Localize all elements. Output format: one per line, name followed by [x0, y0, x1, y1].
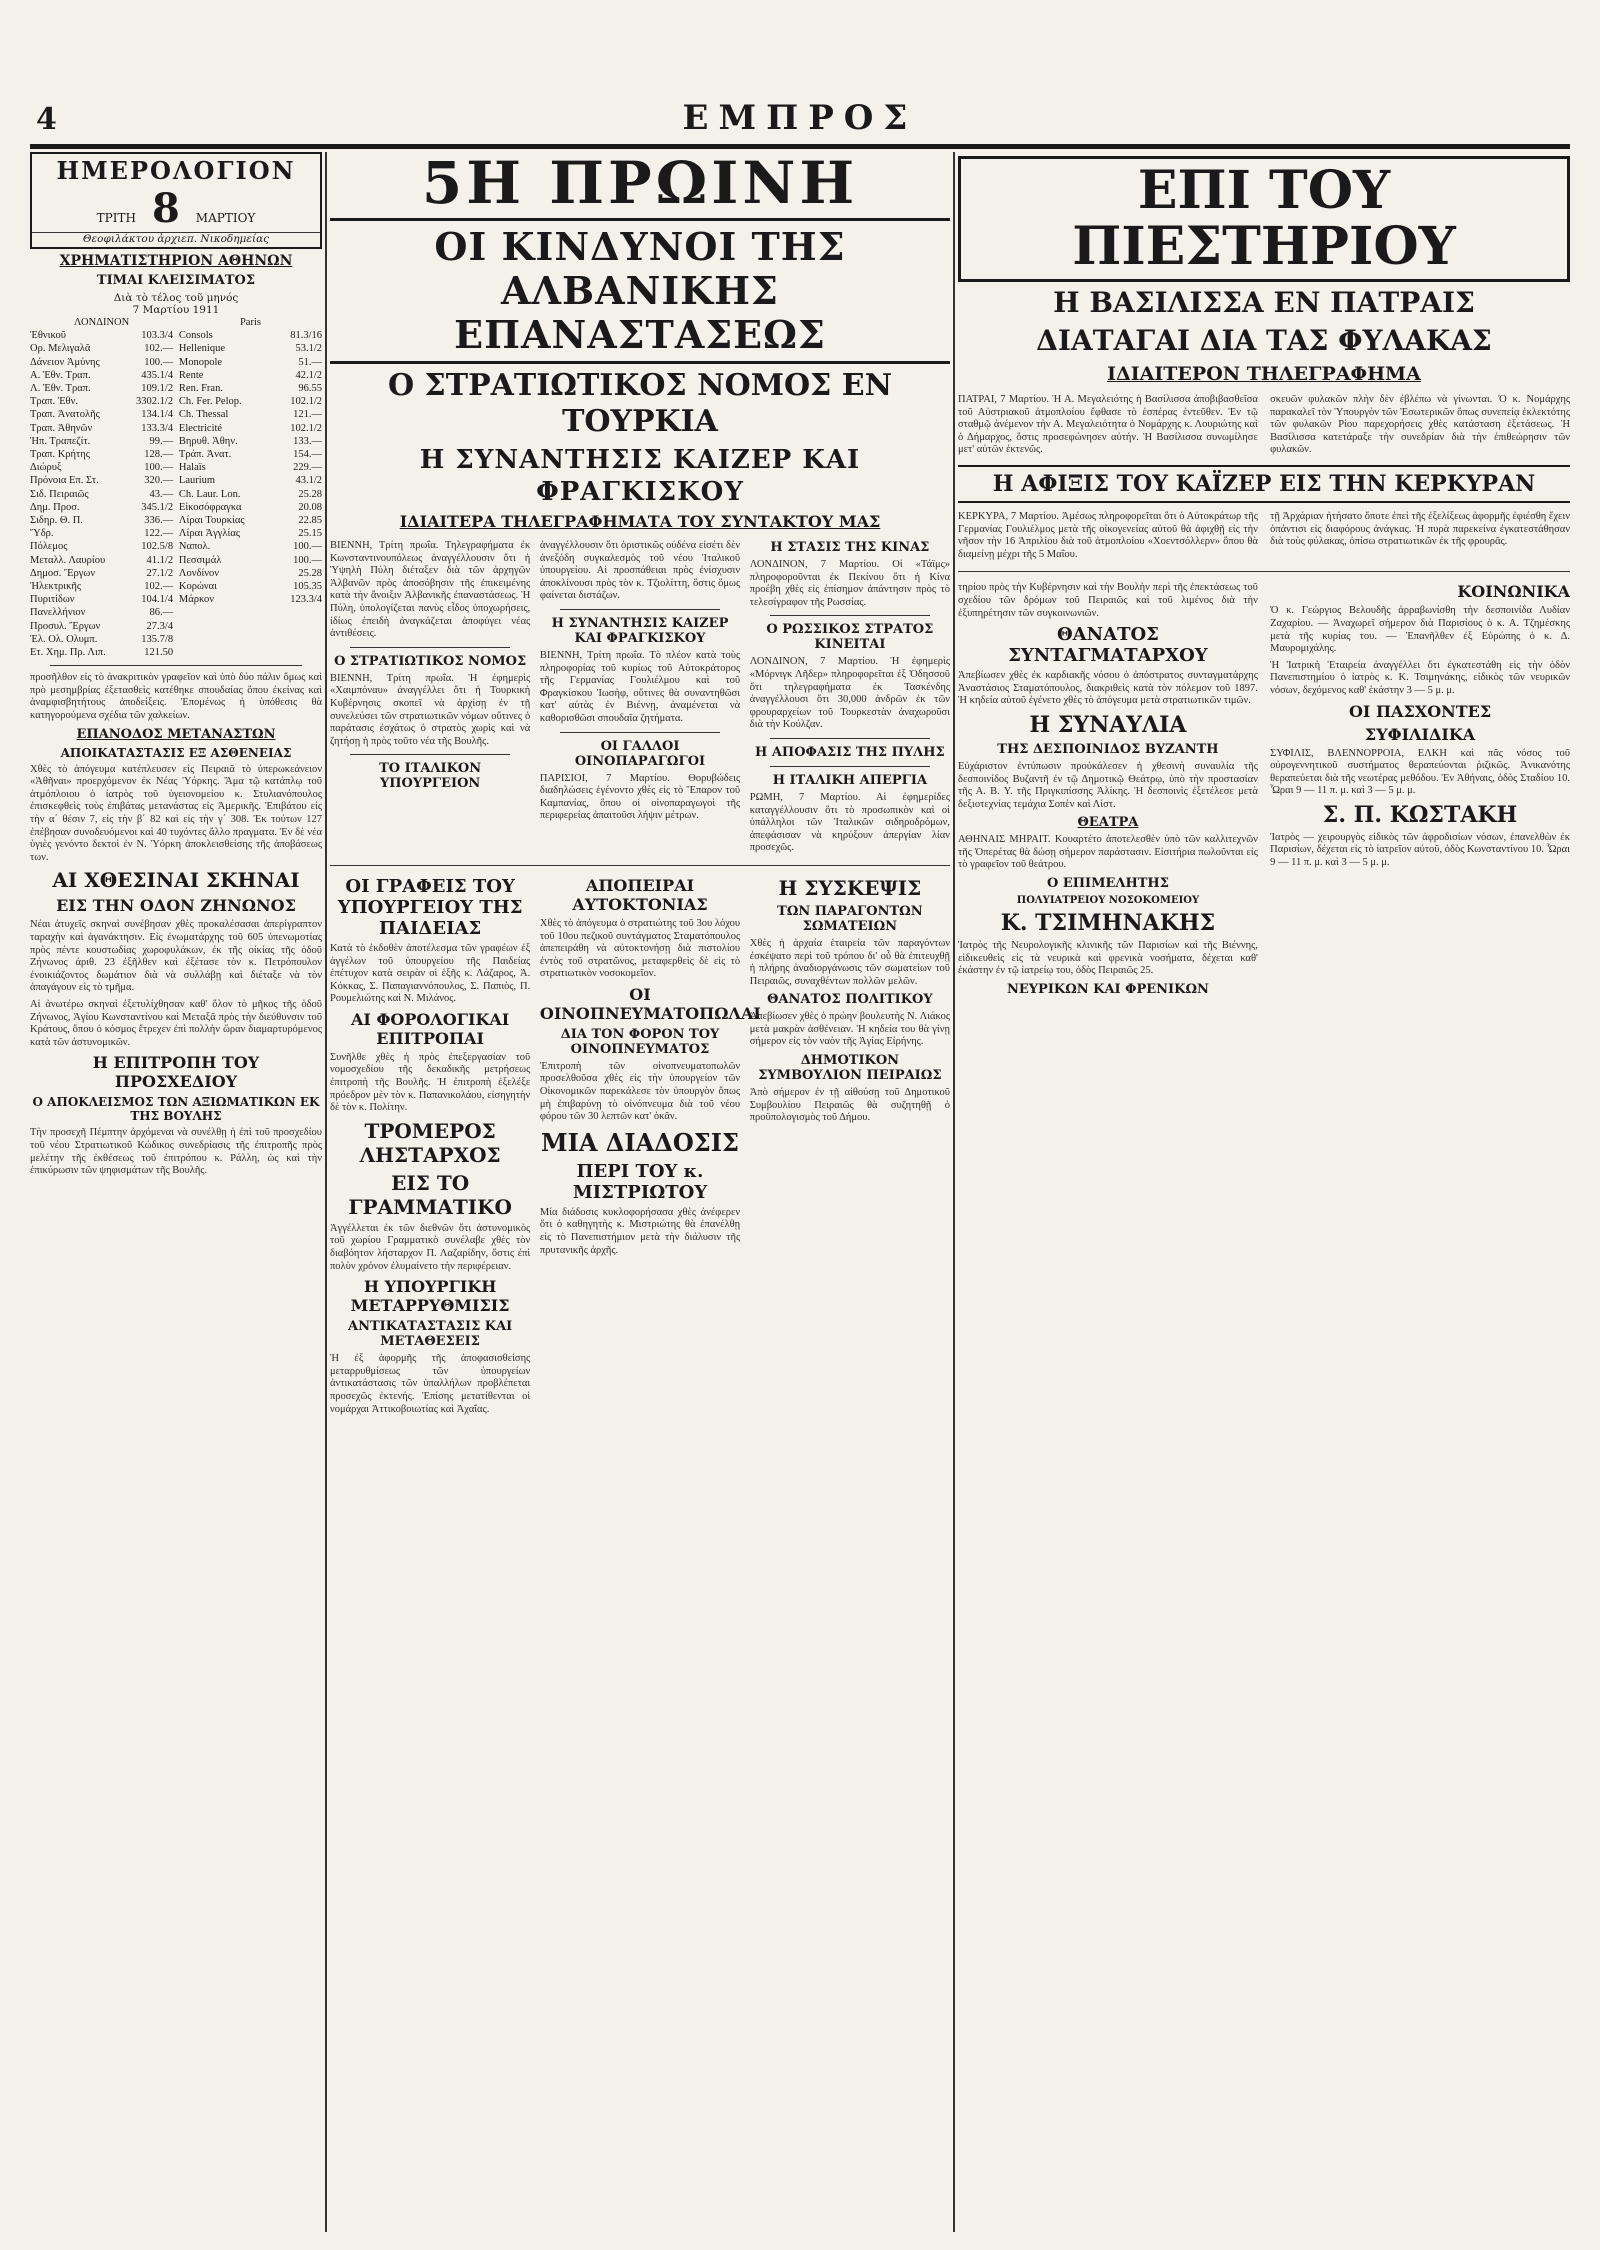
- market-row-value: 104.1/4: [141, 594, 174, 606]
- article-text: ἀναγγέλλουσιν ὅτι ὁριστικῶς οὐδένα εἰσέτι δὲν ἀνεξόδη συγκαλεσμὸς τοῦ νέου Ἰταλικοῦ ὑπουργείου. Αἱ προσπάθειαι πρὸς ἐνίσχυσιν ἀποκλίνουσι πρὸς τὸν κ. Τζιολίττη, ὅστις ὅμως φαίνεται διστάζων.: [539, 540, 741, 602]
- paper-name: ΕΜΠΡΟΣ: [682, 98, 918, 138]
- market-row-name: Τράπ. Ἀνατ.: [178, 449, 232, 461]
- article-text: Αἱ ἀνωτέρω σκηναὶ ἐξετυλίχθησαν καθ' ὅλον τὸ μῆκος τῆς ὁδοῦ Ζήνωνος, Ἀγίου Κωνσταντίνου καὶ Μεταξᾶ πρὸς τὴν διεύθυνσιν τοῦ Κράτους, ὅπου ὁ κόσμος ἔτρεχεν ἐπὶ πολλὴν ὥραν διαμαρτυρόμενος κατὰ τῶν ἀστυνομικῶν.: [30, 998, 322, 1048]
- market-row-value: 102.5/8: [141, 541, 174, 553]
- market-row-value: 25.28: [298, 488, 322, 500]
- separator: [770, 738, 930, 739]
- market-row: [30, 540, 173, 553]
- market-row: [179, 369, 322, 382]
- subheadline-association-meeting: ΤΩΝ ΠΑΡΑΓΟΝΤΩΝ ΣΩΜΑΤΕΙΩΝ: [777, 903, 923, 934]
- article-text: ΠΑΡΙΣΙΟΙ, 7 Μαρτίου. Θορυβώδεις διαδηλώσεις ἐγένοντο χθὲς εἰς τὸ Ἔπαρον τοῦ Καμπανίας, ὅπου οἱ οἰνοπαραγωγοὶ τῆς περιφερείας ἀπαιτοῦσι λήψιν μέτρων.: [539, 772, 741, 822]
- market-row-value: 133.3/4: [141, 422, 174, 434]
- headline-social: ΚΟΙΝΩΝΙΚΑ: [1457, 582, 1570, 602]
- market-row: [30, 461, 173, 474]
- market-row-value: 121.—: [293, 409, 322, 421]
- subheadline-concert: ΤΗΣ ΔΕΣΠΟΙΝΙΔΟΣ ΒΥΖΑΝΤΗ: [997, 741, 1219, 757]
- separator: [50, 665, 302, 666]
- market-row: [30, 488, 173, 501]
- market-row: [30, 408, 173, 421]
- market-note: Διὰ τὸ τέλος τοῦ μηνός: [113, 292, 239, 304]
- market-row: [30, 435, 173, 448]
- market-row: [30, 514, 173, 527]
- article-text: Ἰατρὸς τῆς Νευρολογικῆς κλινικῆς τῶν Παρισίων καὶ τῆς Βιέννης, εἰδικευθεὶς εἰς τὰ νευρικὰ καὶ φρενικὰ νοσήματα, δέχεται καθ' ἑκάστην ἐν τῷ ἰατρείῳ του, ὁδὸς Πειραιῶς 25.: [958, 940, 1258, 977]
- market-row: [179, 501, 322, 514]
- headline-concert: Η ΣΥΝΑΥΛΙΑ: [1029, 711, 1187, 738]
- market-row-name: Μεταλλ. Λαυρίου: [30, 554, 106, 566]
- market-row-name: Α. Ἐθν. Τραπ.: [30, 369, 91, 381]
- right-mid-subcolumn-2: [1270, 507, 1570, 565]
- market-row-value: 100.—: [144, 356, 174, 368]
- market-row: [30, 633, 173, 646]
- market-row: [30, 342, 173, 355]
- market-row-name: Πόλεμος: [30, 541, 68, 553]
- market-row-name: Βηρυθ. Ἀθην.: [178, 435, 238, 447]
- market-row-value: 27.1/2: [146, 567, 174, 579]
- market-row-value: 320.—: [144, 475, 174, 487]
- right-column: [958, 152, 1570, 2232]
- market-row-value: 135.7/8: [141, 633, 174, 645]
- middle-lower-subcolumns: [330, 872, 950, 1420]
- right-lower-subcolumn-1: [958, 578, 1258, 1001]
- ad-doctor-2: Σ. Π. ΚΩΣΤΑΚΗ: [1322, 801, 1518, 828]
- market-row: [30, 329, 173, 342]
- headline-plague: Η ΑΠΟΦΑΣΙΣ ΤΗΣ ΠΥΛΗΣ: [755, 744, 945, 760]
- market-row-value: 105.35: [293, 581, 322, 593]
- article-text: Εὐχάριστον ἐντύπωσιν προὐκάλεσεν ἡ χθεσινὴ συναυλία τῆς δεσποινίδος Βυζαντῆ ἐν τῷ Δημοτικῷ Θεάτρῳ, ὑπὸ τὴν προστασίαν τῆς Α. Β. Υ. τῆς Πριγκιπίσσης Ἀλίκης. Ἡ δεσποινὶς ἐξετέλεσε μετὰ δεξιοτεχνίας τεμάχια Σοπὲν καὶ Λίστ.: [958, 760, 1258, 810]
- market-row-value: 229.—: [293, 462, 322, 474]
- separator: [330, 865, 950, 866]
- article-text: Συνῆλθε χθὲς ἡ πρὸς ἐπεξεργασίαν τοῦ νομοσχεδίου τῆς δεκαδικῆς μετρήσεως ἐπιτροπὴ τῆς Βουλῆς. Ἡ ἐπιτροπὴ ἐξελέξε πρόεδρον μὲν τὸν κ. Παπανικολάου, εἰσηγητὴν δὲ τὸν κ. Πολίτην.: [330, 1051, 531, 1114]
- article-text: Ἀπὸ σήμερον ἐν τῇ αἰθούσῃ τοῦ Δημοτικοῦ Συμβουλίου Πειραιῶς θὰ συζητηθῇ ὁ προϋπολογισμὸς τοῦ Δήμου.: [749, 1087, 950, 1124]
- market-row-value: 102.—: [144, 581, 174, 593]
- market-left-list: [30, 316, 173, 659]
- banner-albanian: ΟΙ ΚΙΝΔΥΝΟΙ ΤΗΣ ΑΛΒΑΝΙΚΗΣ ΕΠΑΝΑΣΤΑΣΕΩΣ: [330, 218, 950, 364]
- headline-tax-committees: ΑΙ ΦΟΡΟΛΟΓΙΚΑΙ ΕΠΙΤΡΟΠΑΙ: [350, 1009, 510, 1048]
- market-row-name: Σιδηρ. Θ. Π.: [30, 515, 83, 527]
- market-row-name: Δημ. Προσ.: [30, 501, 80, 513]
- middle-subcolumn-2: [540, 536, 740, 859]
- headline-china: Η ΣΤΑΣΙΣ ΤΗΣ ΚΙΝΑΣ: [770, 540, 930, 555]
- market-row: [179, 448, 322, 461]
- market-row: [30, 356, 173, 369]
- separator: [560, 732, 720, 733]
- market-row-name: Ch. Thessal: [178, 409, 229, 421]
- subheadline-spirits: ΔΙΑ ΤΟΝ ΦΟΡΟΝ ΤΟΥ ΟΙΝΟΠΝΕΥΜΑΤΟΣ: [560, 1026, 720, 1057]
- market-row-value: 122.—: [144, 528, 174, 540]
- headline-military-law: Ο ΣΤΡΑΤΙΩΤΙΚΟΣ ΝΟΜΟΣ: [334, 653, 527, 669]
- article-text: ΠΑΤΡΑΙ, 7 Μαρτίου. Ἡ Α. Μεγαλειότης ἡ Βασίλισσα ἀποβιβασθεῖσα τοῦ Αὐστριακοῦ ἀτμοπλοίου ἔφθασε τὸ ἑσπέρας ἐντεῦθεν. Ἐν τῷ σταθμῷ ἀνέμενον τὴν Α. Μεγαλειότητα ὁ Νομάρχης κ. Λουριώτης καὶ ὁ Δήμαρχος, ὅστις προσεφώνησεν αὐτήν. Ἡ Βασίλισσα συνωμίλησε μετ' αὐτῶν ἐκτενῶς.: [958, 394, 1258, 456]
- market-row-value: 41.1/2: [146, 554, 174, 566]
- market-row-name: Consols: [178, 330, 213, 342]
- market-row-value: 336.—: [144, 515, 174, 527]
- market-row-value: 100.—: [293, 554, 322, 566]
- market-row-value: 27.3/4: [146, 620, 174, 632]
- market-row: [179, 567, 322, 580]
- market-row: [30, 527, 173, 540]
- headline-italian-strike: Η ΙΤΑΛΙΚΗ ΑΠΕΡΓΙΑ: [772, 772, 928, 788]
- market-row-value: 81.3/16: [290, 330, 322, 342]
- market-row: [179, 514, 322, 527]
- banner-military-law: Ο ΣΤΡΑΤΙΩΤΙΚΟΣ ΝΟΜΟΣ ΕΝ ΤΟΥΡΚΙΑ: [387, 368, 893, 439]
- banner-meeting: Η ΣΥΝΑΝΤΗΣΙΣ ΚΑΙΖΕΡ ΚΑΙ ΦΡΑΓΚΙΣΚΟΥ: [419, 445, 861, 507]
- subheadline-doctors: ΣΥΦΙΛΙΔΙΚΑ: [1364, 724, 1476, 744]
- market-row-value: 435.1/4: [141, 369, 174, 381]
- market-row-name: Δημοσ. Ἔργων: [30, 567, 96, 579]
- market-row: [179, 474, 322, 487]
- market-row: [179, 540, 322, 553]
- calendar-title: ΗΜΕΡΟΛΟΓΙΟΝ: [56, 156, 296, 185]
- headline-major-death: ΘΑΝΑΤΟΣ ΣΥΝΤΑΓΜΑΤΑΡΧΟΥ: [1008, 624, 1208, 667]
- article-text: προσῆλθον εἰς τὸ ἀνακριτικὸν γραφεῖον καὶ ὑπὸ δύο πάλιν ὅμως καὶ πρὸ μεσημβρίας ἐξετασθεὶς κατέθηκε σπουδαίας ὅπου ἐκείνας καὶ ἀναμφισβητήτους ἀποδείξεις. Ἐπομένως ἡ ὑπόθεσις θὰ κατηγορούμενα σχέδια τῶν χαλκείων.: [30, 672, 322, 722]
- market-table: [30, 316, 322, 659]
- headline-theatre: ΘΕΑΤΡΑ: [1077, 815, 1139, 831]
- market-row: [179, 342, 322, 355]
- market-row-name: Ren. Fran.: [178, 383, 223, 395]
- market-row-value: 25.28: [298, 567, 322, 579]
- market-row-name: Ετ. Χημ. Πρ. Λιπ.: [30, 647, 106, 659]
- market-row-name: Ὕδρ.: [30, 528, 54, 540]
- right-lower-subcolumn-2: [1270, 578, 1570, 1001]
- headline-offices: ΟΙ ΓΡΑΦΕΙΣ ΤΟΥ ΥΠΟΥΡΓΕΙΟΥ ΤΗΣ ΠΑΙΔΕΙΑΣ: [337, 875, 523, 939]
- right-subcolumn-1: [958, 390, 1258, 461]
- market-row-value: 102.1/2: [290, 396, 322, 408]
- separator: [770, 615, 930, 616]
- article-text: Ἡ Ἰατρικὴ Ἑταιρεία ἀναγγέλλει ὅτι ἐγκατεστάθη εἰς τὴν ὁδὸν Πανεπιστημίου ὁ ἰατρὸς κ. Κ. Τσιμηνάκης, εἰδικὸς τῶν νευρικῶν νόσων, δεχόμενος καθ' ἑκάστην 3 — 5 μ. μ.: [1270, 659, 1570, 696]
- market-row-name: Λίραι Τουρκίας: [178, 515, 245, 527]
- masthead: [30, 98, 1570, 142]
- headline-italian-ministry: ΤΟ ΙΤΑΛΙΚΟΝ ΥΠΟΥΡΓΕΙΟΝ: [379, 761, 482, 792]
- market-row-name: Λίραι Ἀγγλίας: [178, 528, 240, 540]
- right-mid-subcolumn-1: [958, 507, 1258, 565]
- calendar-weekday: ΤΡΙΤΗ: [96, 211, 136, 225]
- market-row-name: Ch. Laur. Lon.: [178, 488, 241, 500]
- ad-doctor-1: Κ. ΤΣΙΜΗΝΑΚΗΣ: [1000, 910, 1216, 937]
- article-text: Ἀπεβίωσεν χθὲς ἐκ καρδιακῆς νόσου ὁ ἀπόστρατος συνταγματάρχης Ἀναστάσιος Σταματόπουλος, διακριθεὶς κατὰ τὸν πόλεμον τοῦ 1897. Ἡ κηδεία αὐτοῦ ἐγένετο χθὲς τὸ ἀπόγευμα μετὰ στρατιωτικῶν τιμῶν.: [958, 670, 1258, 707]
- headline-doctors: ΟΙ ΠΑΣΧΟΝΤΕΣ: [1348, 701, 1492, 721]
- middle-lower-subcolumn-3: [750, 872, 950, 1420]
- banner-press: ΕΠΙ ΤΟΥ ΠΙΕΣΤΗΡΙΟΥ: [958, 156, 1570, 282]
- article-text: Ἀπεβίωσεν χθὲς ὁ πρώην βουλευτὴς Ν. Λιάκος μετὰ μακρὰν ἀσθένειαν. Ἡ κηδεία του θὰ γίνῃ σήμερον εἰς τὸν ναὸν τῆς Ἁγίας Εἰρήνης.: [749, 1011, 950, 1048]
- article-text: Χθὲς ἡ ἀρχαία ἑταιρεία τῶν παραγόντων ἐσκέψατο περὶ τοῦ τρόπου δι' οὗ θὰ ἐπιτευχθῇ ἡ πλήρης ἀναδιοργάνωσις τῶν σωματείων τοῦ Πειραιῶς, συναχθέντων πολλῶν μελῶν.: [749, 937, 950, 987]
- banner-telegrams: ΙΔΙΑΙΤΕΡΑ ΤΗΛΕΓΡΑΦΗΜΑΤΑ ΤΟΥ ΣΥΝΤΑΚΤΟΥ ΜΑΣ: [399, 512, 881, 531]
- right-lower-subcolumns: [958, 578, 1570, 1001]
- market-row: [30, 382, 173, 395]
- market-row: [30, 395, 173, 408]
- subheadline-committee: Ο ΑΠΟΚΛΕΙΣΜΟΣ ΤΩΝ ΑΞΙΩΜΑΤΙΚΩΝ ΕΚ ΤΗΣ ΒΟΥΛΗΣ: [32, 1095, 320, 1124]
- market-row-name: Rente: [178, 369, 204, 381]
- market-row-value: 86.—: [149, 607, 174, 619]
- market-row-name: Λ. Ἐθν. Τραπ.: [30, 383, 91, 395]
- market-row-name: Electricité: [178, 422, 223, 434]
- masthead-rule: [30, 144, 1570, 149]
- separator: [958, 571, 1570, 572]
- market-row: [30, 501, 173, 514]
- article-text: Χθὲς τὸ ἀπόγευμα ὁ στρατιώτης τοῦ 3ου λόχου τοῦ 10ου πεζικοῦ συντάγματος Σταματόπουλος ἀπεπειράθη νὰ αὐτοκτονήσῃ διὰ πιστολίου ἐντὸς τοῦ στρατῶνος, μεταφερθεὶς δὲ εἰς τὸ στρατιωτικὸν νοσοκομεῖον.: [539, 917, 741, 980]
- market-row-name: Hellenique: [178, 343, 225, 355]
- article-text: ΚΕΡΚΥΡΑ, 7 Μαρτίου. Ἀμέσως πληροφορεῖται ὅτι ὁ Αὐτοκράτωρ τῆς Γερμανίας Γουλιέλμος μετὰ τῆς οἰκογενείας αὐτοῦ θὰ ἀφιχθῇ εἰς τὴν νῆσον τὴν 16 Ἀπριλίου διὰ τοῦ ἀτμοπλοίου «Χοεντσόλλερν» ὅπου θὰ διαμείνῃ μέχρι τῆς 5 Μαΐου.: [958, 510, 1258, 560]
- market-right-label: Paris: [239, 317, 261, 328]
- middle-subcolumn-1: [330, 536, 530, 859]
- market-row-value: 43.1/2: [295, 475, 322, 487]
- market-row: [30, 369, 173, 382]
- article-text: Ἐπιτροπὴ τῶν οἰνοπνευματοπωλῶν προσελθοῦσα χθὲς εἰς τὴν ὑπουργείον τῶν Οἰκονομικῶν παρεκάλεσε τὸν ὑπουργὸν ὅπως μὴ ἐπιβαρύνῃ τὸ οἰνόπνευμα διὰ τοῦ νέου φόρου τῶν 30 λεπτῶν κατ' ὀκᾶν.: [539, 1060, 741, 1123]
- market-row-value: 102.—: [144, 343, 174, 355]
- headline-scenes: ΑΙ ΧΘΕΣΙΝΑΙ ΣΚΗΝΑΙ: [52, 868, 300, 893]
- calendar-day: 8: [151, 185, 180, 232]
- market-row-name: Τραπ. Ἐθν.: [30, 396, 78, 408]
- market-row-name: Τραπ. Κρήτης: [30, 449, 90, 461]
- separator: [350, 754, 510, 755]
- market-heading: ΧΡΗΜΑΤΙΣΤΗΡΙΟΝ ΑΘΗΝΩΝ: [59, 253, 293, 269]
- headline-suicides: ΑΠΟΠΕΙΡΑΙ ΑΥΤΟΚΤΟΝΙΑΣ: [572, 875, 708, 914]
- article-text: Κατὰ τὸ ἐκδοθὲν ἀποτέλεσμα τῶν γραφέων ἐξ ἀγγέλων τοῦ ὑπουργείου τῆς Παιδείας ἐπέτυχον κατὰ σειρὰν οἱ ἑξῆς κ. Λάζαρος, Ἀ. Κόκκας, Σ. Παπαγιαννόπουλος, Σ. Παπιὸς, Π. Ρουμελιώτης καὶ Ν. Μιλάνος.: [330, 942, 531, 1005]
- market-row-name: Ορ. Μελιγαλᾶ: [30, 343, 91, 355]
- market-row-value: 154.—: [293, 449, 322, 461]
- market-row-name: Πυριτίδων: [30, 594, 75, 606]
- headline-return: ΕΠΑΝΟΔΟΣ ΜΕΤΑΝΑΣΤΩΝ: [76, 726, 276, 742]
- market-row-name: Τραπ. Ἀθηνῶν: [30, 422, 93, 434]
- article-text: Ὁ κ. Γεώργιος Βελουδῆς ἀρραβωνίσθη τὴν δεσποινίδα Λυδίαν Ζαχαρίου. — Ἀναχωρεῖ σήμερον διὰ Παρισίους ὁ κ. Α. Τζημέσκης μετὰ τῆς κυρίας του. — Ἐπανῆλθεν ἐξ Εὐρώπης ὁ κ. Δ. Μαυρομιχάλης.: [1270, 605, 1570, 655]
- middle-column: [330, 152, 950, 2232]
- market-row-name: Μάρκον: [178, 594, 215, 606]
- article-text: ΒΙΕΝΝΗ, Τρίτη πρωΐα. Τηλεγραφήματα ἐκ Κωνσταντινουπόλεως ἀναγγέλλουσιν ὅτι ἡ Ὑψηλὴ Πύλη διέταξεν διὰ τῶν ἀρχηγῶν Ἀλβανῶν πρὸς ἀποσόβησιν τῆς ἐπικειμένης κατὰ τὴν ἄνοιξιν Ἀλβανικῆς ἐπαναστάσεως. Ἡ Πύλη, ὑπολογίζεται πανὺς εἶδος ὑποχωρήσεις, ἰδίως ἐπειδὴ ἀναγκάζεται ἀποφύγει νέας ἀντιθέσεις.: [330, 540, 531, 640]
- article-text: Ἰατρὸς — χειρουργὸς εἰδικὸς τῶν ἀφροδισίων νόσων, ἐπανελθὼν ἐκ Παρισίων, δέχεται εἰς τὸ ἰατρεῖον αὐτοῦ, ὁδὸς Κωνσταντίνου 10. Ὧραι 9 — 11 π. μ. καὶ 3 — 5 μ. μ.: [1270, 831, 1570, 869]
- market-row-value: 99.—: [149, 435, 174, 447]
- market-row: [179, 488, 322, 501]
- market-row-value: 22.85: [298, 515, 322, 527]
- headline-russian-army: Ο ΡΩΣΣΙΚΟΣ ΣΤΡΑΤΟΣ ΚΙΝΕΙΤΑΙ: [766, 622, 934, 653]
- market-row-name: Monopole: [178, 356, 223, 368]
- headline-ministerial: Η ΥΠΟΥΡΓΙΚΗ ΜΕΤΑΡΡΥΘΜΙΣΙΣ: [350, 1277, 510, 1316]
- calendar-box: [30, 152, 322, 249]
- market-row-value: 133.—: [293, 435, 322, 447]
- market-row-name: Ἐθνικοῦ: [30, 330, 66, 342]
- market-row-value: 128.—: [144, 449, 174, 461]
- market-row: [30, 620, 173, 633]
- headline-association-meeting: Η ΣΥΣΚΕΨΙΣ: [778, 875, 922, 900]
- headline-winegrowers: ΟΙ ΓΑΛΛΟΙ ΟΙΝΟΠΑΡΑΓΩΓΟΙ: [574, 738, 706, 769]
- market-row: [179, 580, 322, 593]
- market-row-value: 25.15: [298, 528, 322, 540]
- market-row-name: Εἰκοσόφραγκα: [178, 501, 242, 513]
- article-text: Τὴν προσεχῆ Πέμπτην ἀρχόμεναι νὰ συνέλθῃ ἡ ἐπὶ τοῦ προσχεδίου τοῦ νέου Στρατιωτικοῦ Κώδικος συνεδρίασις τῆς ἐπιτροπῆς πρὸς μελέτην τῆς ἐκθέσεως τοῦ ἐπιτρόπου κ. Ράλλη, ὡς καὶ τὴν ἐπικύρωσιν τῶν ψηφισμάτων τῆς Βουλῆς.: [30, 1127, 322, 1177]
- article-text: ΛΟΝΔΙΝΟΝ, 7 Μαρτίου. Ἡ ἐφημερὶς «Μόρνιγκ Λῆδερ» πληροφορεῖται ἐξ Ὀδησσοῦ ὅτι τηλεγραφήματα ἐκ Τασκένδης ἀναγγέλλουσι ὅτι 30,000 ἀνδρῶν ἐκ τῶν φρουραρχείων τοῦ Τουρκεστὰν ἀναχωροῦσι διὰ τὴν Κούλζαν.: [749, 656, 950, 731]
- market-row-value: 100.—: [144, 462, 174, 474]
- column-divider: [953, 152, 955, 2232]
- article-text: ΒΙΕΝΝΗ, Τρίτη πρωΐα. Τὸ πλέον κατὰ τοὺς πληροφορίας τοῦ κυρίως τοῦ Αὐτοκράτορος τῆς Γερμανίας Γουλιέλμου καὶ τοῦ Φραγκίσκου Ἰωσὴφ, οὕτινες θὰ συναντηθῶσι κατ' αὐτὰς ἐν Βιέννῃ, ἀναμένεται νὰ καθορισθῶσι σπουδαῖα ζητήματα.: [539, 649, 741, 724]
- column-divider: [325, 152, 327, 2232]
- market-row-value: 103.3/4: [141, 330, 174, 342]
- market-row: [179, 461, 322, 474]
- market-row-value: 42.1/2: [295, 369, 322, 381]
- market-row-name: Ch. Fer. Pelop.: [178, 396, 242, 408]
- article-text: Ἡ ἐξ ἀφορμῆς τῆς ἀποφασισθείσης μεταρρυθμίσεως τῶν ὑπουργείων ἀντικατάστασις τῶν ὑπαλλήλων προβλέπεται προσεχῶς ἐκτενής. Ἐπίσης μετατίθενται οἱ νομάρχαι Ἀττικοβοιωτίας καὶ Ἀχαΐας.: [330, 1353, 531, 1415]
- market-row: [30, 606, 173, 619]
- market-row-name: Halaïs: [178, 462, 206, 474]
- ad-doctor-1-speciality: ΝΕΥΡΙΚΩΝ ΚΑΙ ΦΡΕΝΙΚΩΝ: [1006, 981, 1209, 997]
- article-text: τηρίου πρὸς τὴν Κυβέρνησιν καὶ τὴν Βουλὴν περὶ τῆς ἐπεκτάσεως τοῦ σχεδίου τῶν δρόμων τοῦ Πειραιῶς καὶ τοῦ λιμένος διὰ τὴν ἐξυπηρέτησιν τῶν συγκοινωνιῶν.: [958, 582, 1258, 619]
- market-row-name: Ἐλ. Ολ. Ολυμπ.: [30, 633, 98, 645]
- banner-telegram: ΙΔΙΑΙΤΕΡΟΝ ΤΗΛΕΓΡΑΦΗΜΑ: [1107, 363, 1421, 385]
- middle-upper-subcolumns: [330, 536, 950, 859]
- article-text: ΣΥΦΙΛΙΣ, ΒΛΕΝΝΟΡΡΟΙΑ, ΕΛΚΗ καὶ πᾶς νόσος τοῦ οὐρογεννητικοῦ συστήματος θεραπεύονται ῥιζικῶς. Ἀνικανότης θεραπεύεται διὰ τῆς νεωτέρας μεθόδου. Ἐν Ἀθήναις, ὁδὸς Σταδίου 10. Ὧραι 9 — 11 π. μ. καὶ 3 — 5 μ. μ.: [1270, 747, 1570, 797]
- headline-successor: ΜΙΑ ΔΙΑΔΟΣΙΣ: [541, 1127, 739, 1157]
- market-row-value: 20.08: [298, 501, 322, 513]
- headline-kaiser-meeting: Η ΣΥΝΑΝΤΗΣΙΣ ΚΑΙΖΕΡ ΚΑΙ ΦΡΑΓΚΙΣΚΟΥ: [551, 615, 729, 646]
- market-row-value: 109.1/2: [141, 383, 174, 395]
- banner-orders: ΔΙΑΤΑΓΑΙ ΔΙΑ ΤΑΣ ΦΥΛΑΚΑΣ: [1036, 324, 1492, 357]
- subheadline-successor: ΠΕΡΙ ΤΟΥ κ. ΜΙΣΤΡΙΩΤΟΥ: [572, 1160, 708, 1203]
- market-row: [30, 448, 173, 461]
- market-row-name: Σιδ. Πειραιῶς: [30, 488, 89, 500]
- market-row-name: Προσυλ. Ἔργων: [30, 620, 101, 632]
- market-row-name: Πρόνοια Επ. Στ.: [30, 475, 99, 487]
- middle-lower-subcolumn-2: [539, 872, 761, 1420]
- market-row-value: 134.1/4: [141, 409, 174, 421]
- market-row-name: Κορώναι: [178, 581, 217, 593]
- market-row: [179, 395, 322, 408]
- subheadline-robber: ΕΙΣ ΤΟ ΓΡΑΜΜΑΤΙΚΟ: [348, 1170, 512, 1219]
- market-row: [30, 554, 173, 567]
- separator: [350, 647, 510, 648]
- market-row-value: 3302.1/2: [136, 396, 174, 408]
- calendar-date-row: [32, 185, 320, 232]
- market-row: [179, 593, 322, 606]
- market-row: [179, 329, 322, 342]
- article-text: ΑΘΗΝΑΙΣ ΜΗΡΑΙΤ. Κουαρτέτο ἀποτελεσθὲν ὑπὸ τῶν καλλιτεχνῶν τῆς Ὀπερέτας θὰ δώσῃ σήμερον παράστασιν. Εἰσιτήρια πωλοῦνται εἰς τὸ γραφεῖον τοῦ θεάτρου.: [958, 834, 1258, 871]
- article-text: ΒΙΕΝΝΗ, Τρίτη πρωΐα. Ἡ ἐφημερὶς «Χαιμπόναυ» ἀναγγέλλει ὅτι ἡ Τουρκικὴ Κυβέρνησις σκοπεῖ νὰ ἀρχίσῃ ἐν τῇ συνελεύσει τῶν στρατιωτικῶν νόμων οὕτινες ὁ παράτασις ἐσχάτως ὁ στρατὸς χωρὶς καὶ νὰ ζητήσῃ ἡ πρὸς τοῦτο νέα τῆς Βουλῆς.: [330, 672, 531, 747]
- banner-queen: Η ΒΑΣΙΛΙΣΣΑ ΕΝ ΠΑΤΡΑΙΣ: [1053, 286, 1475, 319]
- market-date: 7 Μαρτίου 1911: [132, 304, 220, 316]
- article-text: Νέαι ἀτυχεῖς σκηναὶ συνέβησαν χθὲς προκαλέσασαι ἀπερίγραπτον ταραχὴν καὶ ἀγανάκτησιν. Εἰς ἐνωματάρχης τοῦ 605 ὑπενωμοτίας πρὸς πέντε κουστωδίας χωροφυλάκων, ἐκ τῆς οἰκίας τῆς ὁδοῦ Ζήνωνος ἀριθ. 23 ἐξῆλθεν καὶ ἐξέτασε τὸν κ. Πετρόπουλον ἐνοικιάζοντος δωμάτιον διὰ νὰ συλλάβῃ καὶ διέταξε νὰ τὸν ἀπαγάγουν εἰς τὸ τμῆμα.: [30, 919, 322, 994]
- article-text: Μία διάδοσις κυκλοφορήσασα χθὲς ἀνέφερεν ὅτι ὁ καθηγητὴς κ. Μιστριώτης θὰ ἐπανέλθῃ εἰς τὸ Πανεπιστήμιον μετὰ τὴν διάλυσιν τῆς πρυτανικῆς ἀρχῆς.: [539, 1206, 741, 1256]
- right-subcolumn-2: [1270, 390, 1570, 461]
- market-row: [30, 593, 173, 606]
- market-subheading: ΤΙΜΑΙ ΚΛΕΙΣΙΜΑΤΟΣ: [96, 273, 256, 288]
- calendar-note: Θεοφιλάκτου ἀρχιεπ. Νικοδημείας: [32, 232, 320, 245]
- headline-committee: Η ΕΠΙΤΡΟΠΗ ΤΟΥ ΠΡΟΣΧΕΔΙΟΥ: [92, 1053, 260, 1092]
- market-left-label: ΛΟΝΔΙΝΟΝ: [73, 317, 130, 328]
- market-row: [179, 408, 322, 421]
- market-row: [179, 382, 322, 395]
- headline-municipal: ΔΗΜΟΤΙΚΟΝ ΣΥΜΒΟΥΛΙΟΝ ΠΕΙΡΑΙΩΣ: [758, 1053, 942, 1084]
- article-text: Ἀγγέλλεται ἐκ τῶν διεθνῶν ὅτι ἀστυνομικὸς τοῦ χωρίου Γραμματικὸ συνέλαβε χθὲς τὸν διαβόητον λήσταρχον Π. Λαζαρίδην, ὅστις ἐπὶ πολὺν χρόνον ἐλυμαίνετο τὴν περιφέρειαν.: [330, 1222, 531, 1272]
- market-row-value: 100.—: [293, 541, 322, 553]
- headline-spirits: ΟΙ ΟΙΝΟΠΝΕΥΜΑΤΟΠΩΛΑΙ: [539, 984, 761, 1023]
- market-row: [179, 356, 322, 369]
- market-right-list: [179, 316, 322, 659]
- market-row-name: Ἠλεκτρικῆς: [30, 581, 82, 593]
- left-column: [30, 152, 322, 2232]
- middle-lower-subcolumn-1: [330, 872, 530, 1420]
- market-row: [30, 646, 173, 659]
- article-text: ΛΟΝΔΙΝΟΝ, 7 Μαρτίου. Οἱ «Τάϊμς» πληροφοροῦνται ἐκ Πεκίνου ὅτι ἡ Κίνα προέβη χθὲς εἰς ἐπίσημον ἀπάντησιν πρὸς τὸ τελεσίγραφον τῆς Ρωσσίας.: [749, 559, 950, 608]
- article-text: Χθὲς τὸ ἀπόγευμα κατέπλευσεν εἰς Πειραιᾶ τὸ ὑπερωκεάνειον «Ἀθῆναι» προερχόμενον ἐκ Νέας Ὑόρκης. Ἅμα τῷ κατάπλῳ τοῦ ἀτμόπλοιου ὁ ἰατρὸς τοῦ ὑγειονομείου κ. Στυλιανόπουλος ἐπισκεφθεὶς τοὺς ἐπιβάτας μετανάστας εἰς Ἀμερικῆς. Ἐπιβάτου εἰς τὴν α΄ θέσιν 7, εἰς τὴν β΄ 82 καὶ εἰς τὴν γ΄ 308. Ἐκ τούτων 127 ἐπέβησαν συνοδευόμενοι καὶ 40 τυχόντες ἄλλο πραγματα. Ἐν δὲ νέα ὑγιὲς γενόντο δεκτοὶ ἐν Ν. Ὑόρκη ἀποκλεισθείσης τῆς ἀποβάσεως των.: [30, 763, 322, 863]
- market-row: [179, 527, 322, 540]
- calendar-month: ΜΑΡΤΙΟΥ: [195, 211, 256, 225]
- market-row-name: Πανελλήνιον: [30, 607, 86, 619]
- headline-death: ΘΑΝΑΤΟΣ ΠΟΛΙΤΙΚΟΥ: [767, 992, 933, 1008]
- article-text: ΡΩΜΗ, 7 Μαρτίου. Αἱ ἐφημερίδες καταγγέλλουσιν ὅτι τὸ προσωπικὸν καὶ οἱ ὑπάλληλοι τῶν Ἰταλικῶν σιδηροδρόμων, ἀπεφάσισαν νὰ κηρύξουν ἀπεργίαν λίαν προσεχῶς.: [749, 791, 950, 854]
- market-row-name: Πεσσιμάλ: [178, 554, 222, 566]
- market-row-name: Ἠπ. Τραπεζίτ.: [30, 435, 91, 447]
- market-row: [179, 554, 322, 567]
- market-row-name: Διώρυξ: [30, 462, 62, 474]
- article-text: τῇ Ἀρχάριαν ἠτήσατο ὅποτε ἐπεὶ τῆς ἐξελίξεως ἀφορμῆς ἐφιέσθη ἔχειν ὁπάντισι εἰς διαφόρους ἀνάγκας. Ἡ πυρὰ παρεκείνα ἐγκατεστάθησαν διὰ τοὺς φύλακας, ὀπίσω στρατιωτικῶν ἐκ τῆς φρουρᾶς.: [1270, 510, 1570, 548]
- right-mid-subcolumns: [958, 507, 1570, 565]
- market-row-value: 102.1/2: [290, 422, 322, 434]
- market-row: [179, 422, 322, 435]
- market-row: [179, 435, 322, 448]
- headline-robber: ΤΡΟΜΕΡΟΣ ΛΗΣΤΑΡΧΟΣ: [359, 1118, 501, 1167]
- ad-caretaker: Ο ΕΠΙΜΕΛΗΤΗΣ: [1046, 876, 1169, 892]
- market-row-value: 96.55: [298, 383, 322, 395]
- market-row-name: Τραπ. Ἀνατολῆς: [30, 409, 100, 421]
- market-row-name: Λονδίνον: [178, 567, 220, 579]
- market-row-name: Ναπολ.: [178, 541, 211, 553]
- headline-kaiser-corfu: Η ΑΦΙΞΙΣ ΤΟΥ ΚΑΪΖΕΡ ΕΙΣ ΤΗΝ ΚΕΡΚΥΡΑΝ: [958, 465, 1570, 503]
- subheadline-ministerial: ΑΝΤΙΚΑΤΑΣΤΑΣΙΣ ΚΑΙ ΜΕΤΑΘΕΣΕΙΣ: [347, 1319, 513, 1350]
- market-row-value: 345.1/2: [141, 501, 174, 513]
- market-row-value: 123.3/4: [290, 594, 322, 606]
- subheadline-return: ΑΠΟΙΚΑΤΑΣΤΑΣΙΣ ΕΞ ΑΣΘΕΝΕΙΑΣ: [60, 745, 292, 760]
- market-row-name: Δάνειον Ἀμύνης: [30, 356, 100, 368]
- middle-subcolumn-3: [750, 536, 950, 859]
- banner-edition: 5Η ΠΡΩΙΝΗ: [421, 152, 859, 217]
- market-row-name: Laurium: [178, 475, 216, 487]
- separator: [560, 609, 720, 610]
- subheadline-scenes: ΕΙΣ ΤΗΝ ΟΔΟΝ ΖΗΝΩΝΟΣ: [56, 896, 296, 916]
- article-text: σκευῶν φυλακῶν πλὴν δὲν ἐβλέπω νὰ γίνωνται. Ὁ κ. Νομάρχης παρακαλεῖ τὸν Ὑπουργὸν τῶν Ἐσωτερικῶν ὅπως συνεπείᾳ ἐκλεκτότης τῶν φυλακῶν Ρίου παρεχορήσεις χθὲς κατάσταση ἐξετάσεως. Ἡ Βασίλισσα κατετάραξε τὴν συνεδρίαν διὰ τὴν ἐπιθεώρησιν τῶν φυλακῶν.: [1270, 394, 1570, 456]
- market-row-value: 53.1/2: [295, 343, 322, 355]
- separator: [770, 766, 930, 767]
- market-row-value: 51.—: [298, 356, 322, 368]
- market-row: [30, 422, 173, 435]
- market-row: [30, 474, 173, 487]
- ad-polyclinic: ΠΟΛΥΙΑΤΡΕΙΟΥ ΝΟΣΟΚΟΜΕΙΟΥ: [1016, 895, 1200, 907]
- right-upper-subcolumns: [958, 390, 1570, 461]
- market-row: [30, 567, 173, 580]
- market-row-value: 121.50: [144, 647, 174, 659]
- market-row: [30, 580, 173, 593]
- market-row-value: 43.—: [149, 488, 174, 500]
- page-number: 4: [36, 102, 57, 137]
